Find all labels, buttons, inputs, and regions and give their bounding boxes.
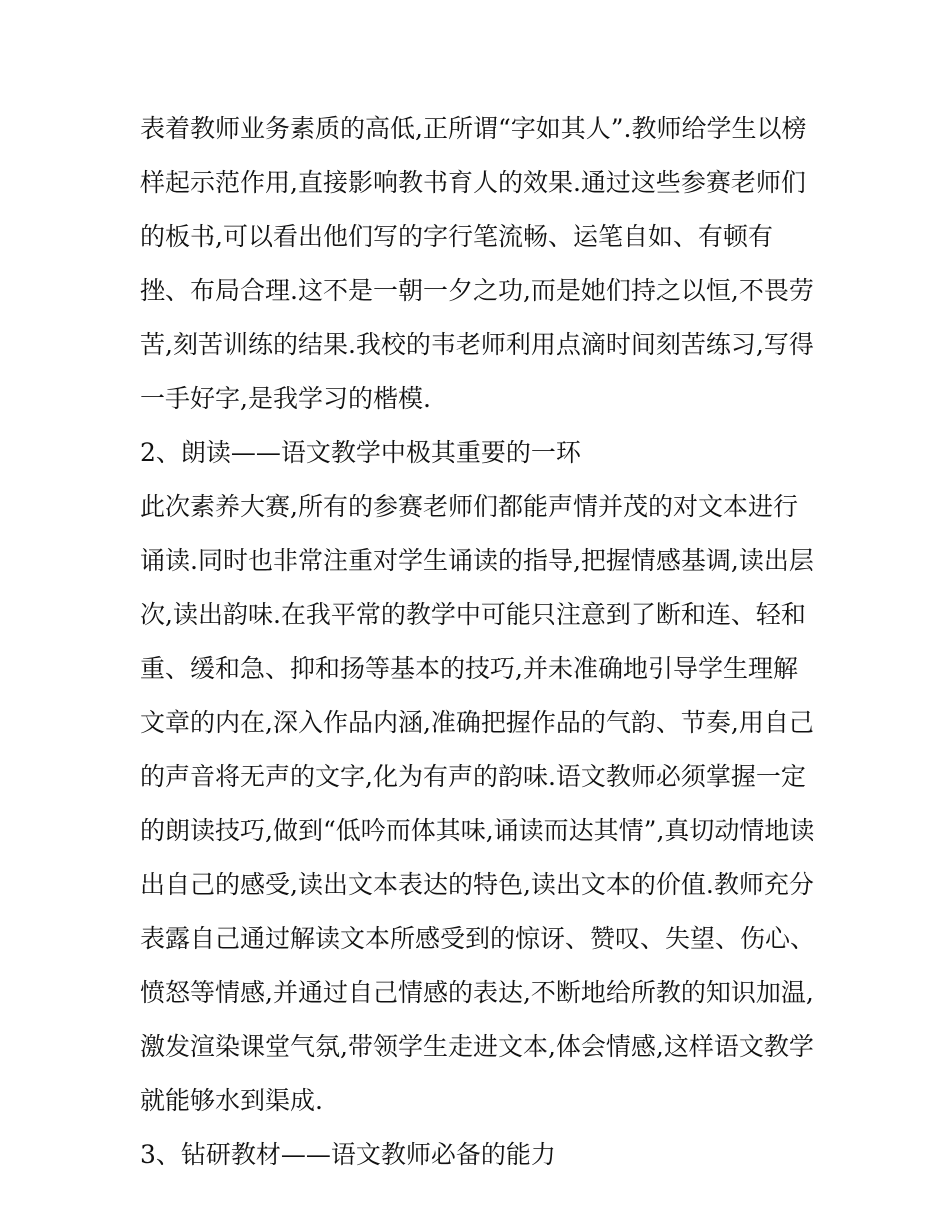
- text-line: 苦,刻苦训练的结果.我校的韦老师利用点滴时间刻苦练习,写得: [140, 330, 814, 359]
- text-line: 挫、布局合理.这不是一朝一夕之功,而是她们持之以恒,不畏劳: [140, 276, 814, 305]
- text-line: 样起示范作用,直接影响教书育人的效果.通过这些参赛老师们: [140, 168, 806, 197]
- text-line: 的朗读技巧,做到“低吟而体其味,诵读而达其情”,真切动情地读: [140, 816, 815, 845]
- text-line: 次,读出韵味.在我平常的教学中可能只注意到了断和连、轻和: [140, 600, 806, 629]
- text-line: 出自己的感受,读出文本表达的特色,读出文本的价值.教师充分: [140, 870, 814, 899]
- text-line: 激发渲染课堂气氛,带领学生走进文本,体会情感,这样语文教学: [140, 1032, 814, 1061]
- text-line: 的声音将无声的文字,化为有声的韵味.语文教师必须掌握一定: [140, 762, 806, 791]
- text-line: 就能够水到渠成.: [140, 1086, 323, 1115]
- text-line: 一手好字,是我学习的楷模.: [140, 384, 431, 413]
- text-line: 的板书,可以看出他们写的字行笔流畅、运笔自如、有顿有: [140, 222, 773, 251]
- text-line: 愤怒等情感,并通过自己情感的表达,不断地给所教的知识加温,: [140, 978, 814, 1007]
- section-heading: 2、朗读——语文教学中极其重要的一环: [140, 438, 581, 467]
- text-line: 此次素养大赛,所有的参赛老师们都能声情并茂的对文本进行: [140, 492, 798, 521]
- text-line: 重、缓和急、抑和扬等基本的技巧,并未准确地引导学生理解: [140, 654, 798, 683]
- section-heading: 3、钻研教材——语文教师必备的能力: [140, 1140, 556, 1169]
- text-line: 表着教师业务素质的高低,正所谓“字如其人”.教师给学生以榜: [140, 114, 807, 143]
- text-line: 表露自己通过解读文本所感受到的惊讶、赞叹、失望、伤心、: [140, 924, 816, 953]
- text-line: 诵读.同时也非常注重对学生诵读的指导,把握情感基调,读出层: [140, 546, 814, 575]
- text-line: 文章的内在,深入作品内涵,准确把握作品的气韵、节奏,用自己: [140, 708, 814, 737]
